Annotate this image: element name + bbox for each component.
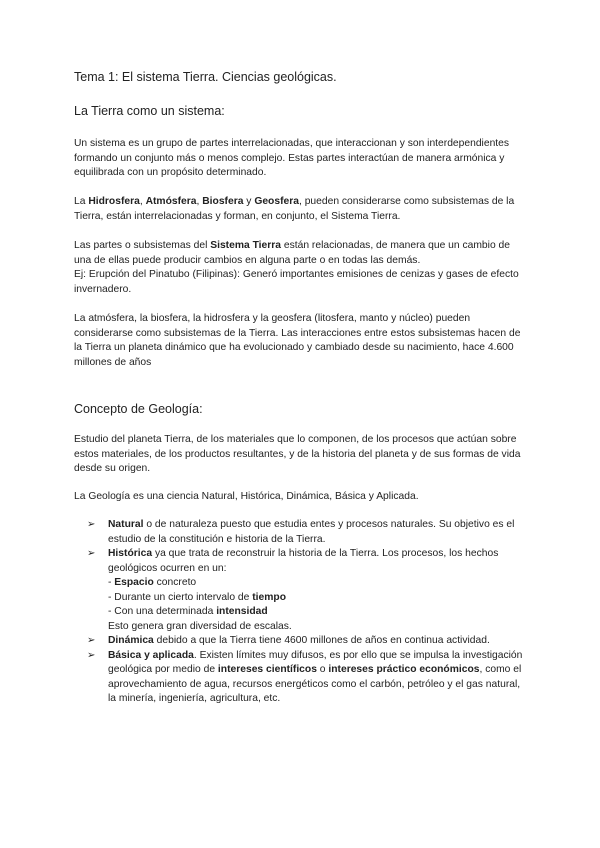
list-item-basica-aplicada: ➢ Básica y aplicada. Existen límites muy difusos, es por ello que se impulsa la investigación geológica por medio de intereses científicos o intereses práctico económicos, como el aprovechamiento de agua, recursos energéticos como el carbón, petróleo y el gas natural, la minería, ingeniería, agricultura, etc. [87,649,523,704]
list-item-dinamica: ➢ Dinámica debido a que la Tierra tiene 4600 millones de años en continua actividad. [74,634,530,649]
paragraph-geologia-definicion: Estudio del planeta Tierra, de los materiales que lo componen, de los procesos que actúan sobre estos materiales, de los productos resultantes, y de la historia del planeta y de sus formas de vida desde su origen. [74,434,521,474]
term-atmosfera: Atmósfera [145,196,197,207]
sub-item-espacio: - Espacio concreto [108,577,197,588]
sub-item-tiempo: - Durante un cierto intervalo de tiempo [108,591,286,603]
arrow-bullet-icon: ➢ [87,519,96,530]
list-item-natural: ➢ Natural o de naturaleza puesto que estudia entes y procesos naturales. Su objetivo es el estudio de la constitución e historia de la Tierra. [87,519,515,545]
list-item-historica: ➢ Histórica ya que trata de reconstruir la historia de la Tierra. Los procesos, los hechos geológicos ocurren en un: - Espacio concreto - Durante un cierto intervalo de tiempo - Con una determinada intensidad Esto genera gran diversidad de escalas. [74,547,530,634]
document-title: Tema 1: El sistema Tierra. Ciencias geológicas. [74,70,337,84]
example-pinatubo: Ej: Erupción del Pinatubo (Filipinas): Generó importantes emisiones de cenizas y gases de efecto invernadero. [74,269,519,295]
arrow-bullet-icon: ➢ [87,635,96,646]
paragraph-planeta-dinamico: La atmósfera, la biosfera, la hidrosfera y la geosfera (litosfera, manto y núcleo) pueden considerarse como subsistemas de la Tierra. Las interacciones entre estos subsistemas hacen de la Tierra un planeta dinámico que ha evolucionado y cambiado desde su nacimiento, hace 4.600 millones de años [74,313,521,368]
characteristics-list [74,518,530,707]
section-heading-sistema: La Tierra como un sistema: [74,104,225,118]
arrow-bullet-icon: ➢ [87,649,96,661]
term-geosfera: Geosfera [254,196,299,207]
arrow-bullet-icon: ➢ [87,548,96,559]
term-hidrosfera: Hidrosfera [88,196,140,207]
paragraph-relaciones: Las partes o subsistemas del Sistema Tierra están relacionadas, de manera que un cambio de una de ellas puede producir cambios en alguna parte o en todas las demás. Ej: Erupción del Pinatubo (Filipinas): Generó importantes emisiones de cenizas y gases de efecto invernadero. [74,239,526,297]
paragraph-subsistemas: La Hidrosfera, Atmósfera, Biosfera y Geosfera, pueden considerarse como subsistemas de la Tierra, están interrelacionadas y forman, en conjunto, el Sistema Tierra. [74,196,515,222]
term-sistema-tierra: Sistema Tierra [210,240,282,251]
sub-item-escalas: Esto genera gran diversidad de escalas. [108,620,292,632]
term-biosfera: Biosfera [202,196,244,207]
section-heading-geologia: Concepto de Geología: [74,402,203,416]
sub-item-intensidad: - Con una determinada intensidad [108,606,268,617]
paragraph-geologia-ciencia: La Geología es una ciencia Natural, Histórica, Dinámica, Básica y Aplicada. [74,491,419,502]
paragraph-sistema-definicion: Un sistema es un grupo de partes interrelacionadas, que interaccionan y son interdependientes formando un conjunto más o menos complejo. Estas partes interactúan de manera armónica y equilibrada con un propósito determinado. [74,138,510,178]
